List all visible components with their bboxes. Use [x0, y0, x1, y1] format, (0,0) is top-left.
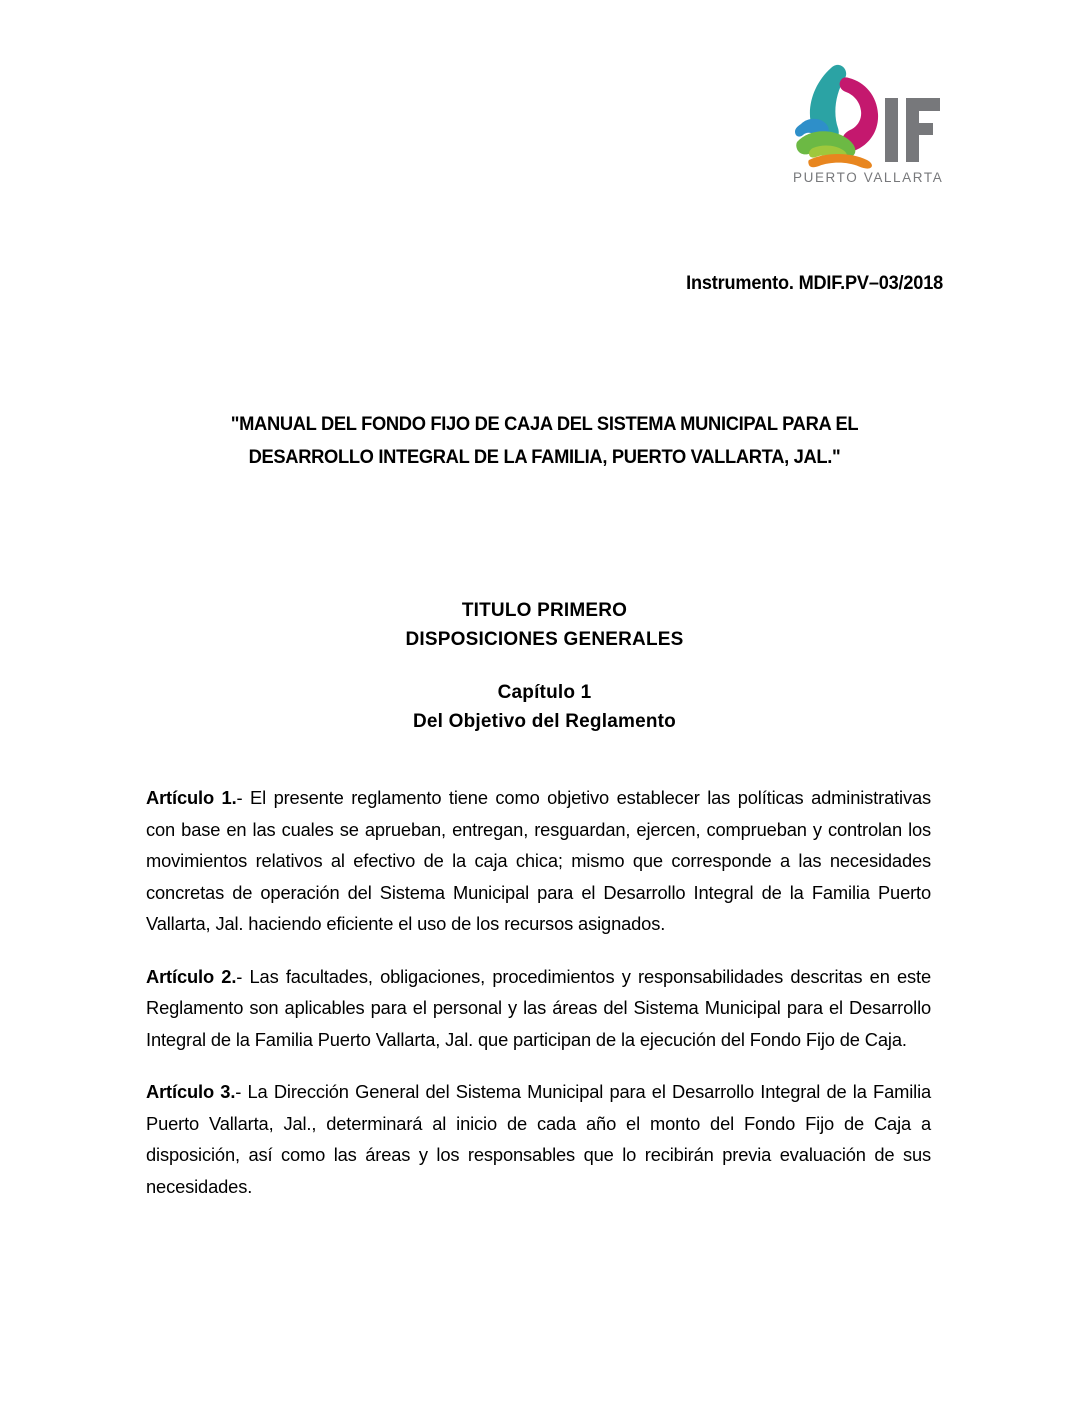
- logo-if-letters: [885, 98, 940, 162]
- logo-tagline: PUERTO VALLARTA: [793, 170, 944, 185]
- article-3-label: Artículo 3.: [146, 1081, 236, 1102]
- article-3-text: - La Dirección General del Sistema Municipal para el Desarrollo Integral de la Familia Puerto Vallarta, Jal., determinará al inicio de cada año el monto del Fondo Fijo de Caja a disposición, así como las áreas y los responsables que lo recibirán previa evaluación de sus necesidades.: [146, 1081, 932, 1197]
- titulo-primero-heading: [146, 596, 943, 654]
- document-title-line-1: "MANUAL DEL FONDO FIJO DE CAJA DEL SISTEMA MUNICIPAL PARA EL DESARROLLO: [230, 413, 859, 468]
- article-2: [146, 961, 931, 1056]
- document-title: [170, 408, 919, 474]
- article-1-text: - El presente reglamento tiene como objetivo establecer las políticas administrativas con base en las cuales se aprueban, entregan, resguardan, ejercen, comprueban y controlan los movimientos relativos al efectivo de la caja chica; mismo que corresponde a las necesidades concretas de operación del Sistema Municipal para el Desarrollo Integral de la Familia Puerto Vallarta, Jal. haciendo eficiente el uso de los recursos asignados.: [146, 787, 932, 934]
- dif-logo-mark: [793, 62, 943, 170]
- heading-titulo-primero: TITULO PRIMERO: [461, 600, 628, 621]
- article-2-label: Artículo 2.: [146, 965, 237, 987]
- article-2-text: - Las facultades, obligaciones, procedimientos y responsabilidades descritas en este Reglamento son aplicables para el personal y las áreas del Sistema Municipal para el Desarrollo Integral de la Familia Puerto Vallarta, Jal. que participan de la ejecución del Fondo Fijo de Caja.: [146, 965, 932, 1050]
- capitulo-heading: [146, 678, 943, 736]
- articles-body: [146, 782, 943, 1202]
- article-3: [146, 1076, 931, 1202]
- article-1: [146, 782, 931, 940]
- dif-puerto-vallarta-logo: [793, 62, 943, 192]
- heading-capitulo: Capítulo 1: [497, 682, 592, 703]
- document-title-line-2: INTEGRAL DE LA FAMILIA, PUERTO VALLARTA, JAL.": [378, 446, 841, 468]
- instrument-reference: Instrumento. MDIF.PV–03/2018: [686, 272, 943, 294]
- heading-capitulo-subtitle: Del Objetivo del Reglamento: [412, 711, 676, 732]
- article-1-label: Artículo 1.: [146, 787, 237, 808]
- heading-disposiciones-generales: DISPOSICIONES GENERALES: [405, 629, 684, 650]
